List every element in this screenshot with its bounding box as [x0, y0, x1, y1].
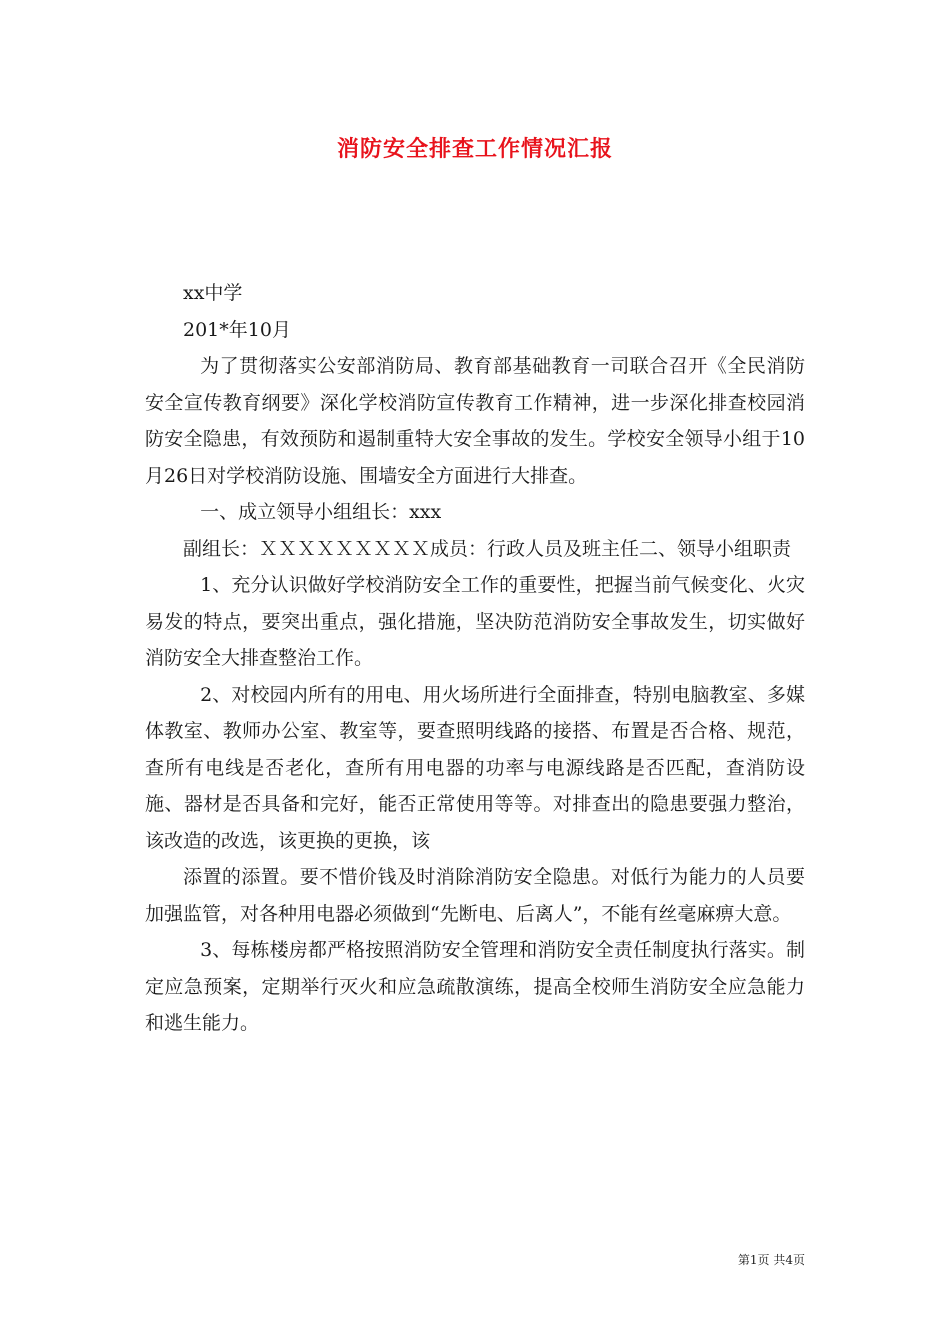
paragraph-item-2: 2、对校园内所有的用电、用火场所进行全面排查，特别电脑教室、多媒体教室、教师办公室、教室等，要查照明线路的接搭、布置是否合格、规范，查所有电线是否老化，查所有用电器的功率与电源线路是否匹配，查消防设施、器材是否具备和完好，能否正常使用等等。对排查出的隐患要强力整治，该改造的改选，该更换的更换，该 [145, 683, 805, 852]
paragraph-item-1: 1、充分认识做好学校消防安全工作的重要性，把握当前气候变化、火灾易发的特点，要突出重点，强化措施，坚决防范消防安全事故发生，切实做好消防安全大排查整治工作。 [145, 574, 805, 669]
paragraph-deputy-leader: 副组长：ＸＸＸＸＸＸＸＸＸ成员：行政人员及班主任二、领导小组职责 [183, 537, 792, 560]
paragraph-section-1: 一、成立领导小组组长：xxx [200, 501, 442, 523]
paragraph-item-2-continued: 添置的添置。要不惜价钱及时消除消防安全隐患。对低行为能力的人员要加强监管，对各种用电器必须做到“先断电、后离人”，不能有丝毫麻痹大意。 [145, 866, 805, 925]
paragraph-intro: 为了贯彻落实公安部消防局、教育部基础教育一司联合召开《全民消防安全宣传教育纲要》深化学校消防宣传教育工作精神，进一步深化排查校园消防安全隐患，有效预防和遏制重特大安全事故的发生。学校安全领导小组于10月26日对学校消防设施、围墙安全方面进行大排查。 [145, 355, 805, 487]
document-date: 201*年10月 [183, 318, 291, 341]
school-name: xx中学 [183, 282, 243, 304]
page-number: 第1页 共4页 [737, 1253, 805, 1267]
document-title: 消防安全排查工作情况汇报 [336, 136, 613, 162]
paragraph-item-3: 3、每栋楼房都严格按照消防安全管理和消防安全责任制度执行落实。制定应急预案，定期举行灭火和应急疏散演练，提高全校师生消防安全应急能力和逃生能力。 [145, 939, 805, 1034]
document-body [145, 275, 805, 1042]
